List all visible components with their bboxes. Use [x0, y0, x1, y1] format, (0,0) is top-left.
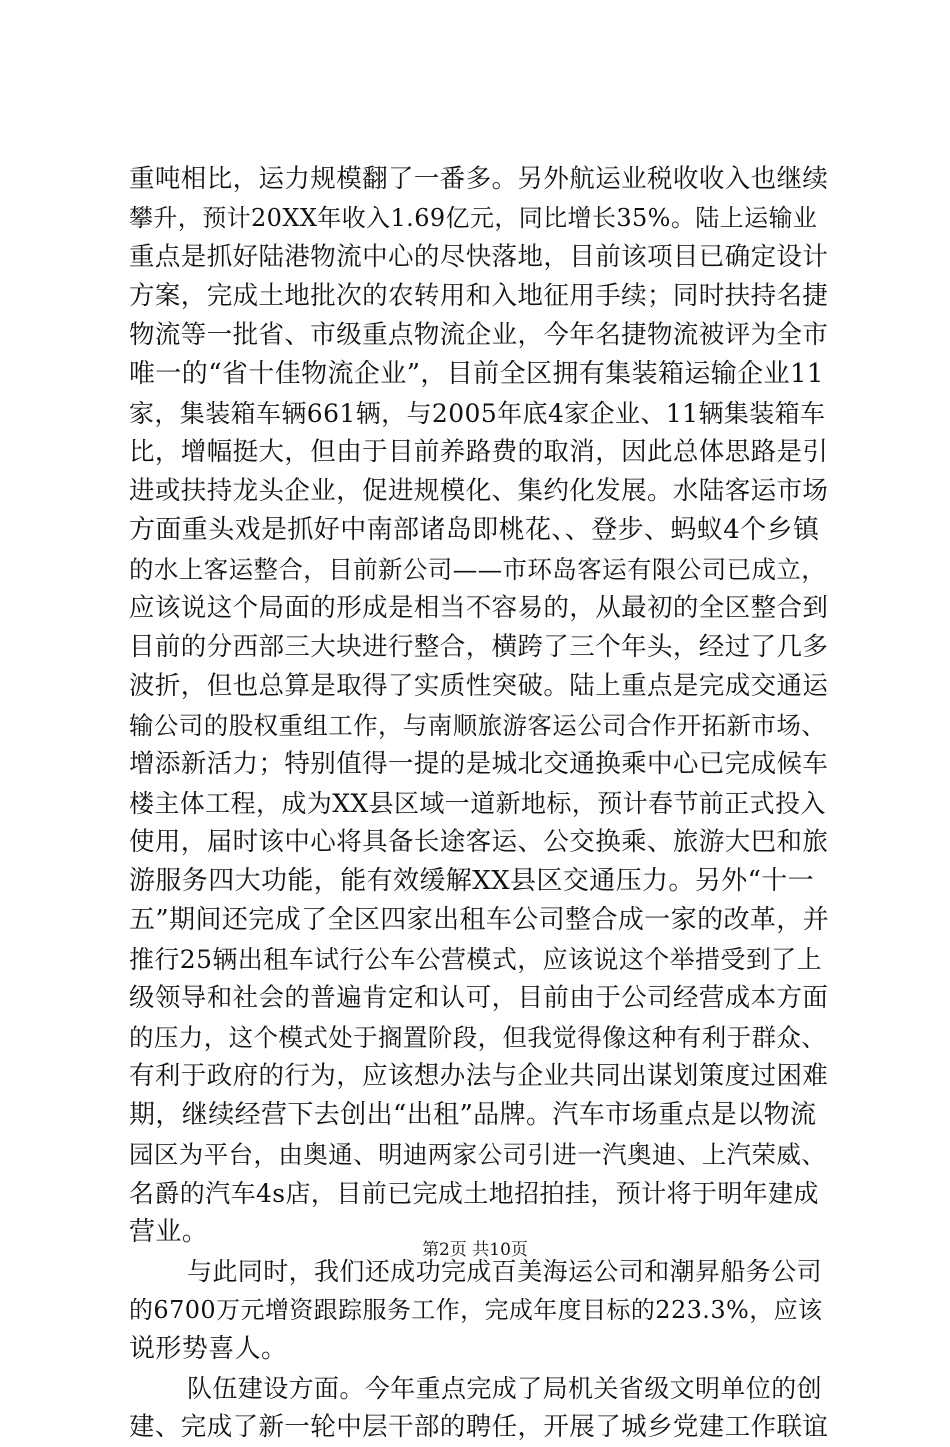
text-line: 波折，但也总算是取得了实质性突破。陆上重点是完成交通运 [129, 671, 829, 701]
text-line: 使用，届时该中心将具备长途客运、公交换乘、旅游大巴和旅 [129, 827, 829, 857]
text-line: 比，增幅挺大，但由于目前养路费的取消，因此总体思路是引 [129, 437, 829, 467]
text-line: 名爵的汽车4s店，目前已完成土地招拍挂，预计将于明年建成 [129, 1179, 819, 1208]
text-line: 园区为平台，由奥通、明迪两家公司引进一汽奥迪、上汽荣威、 [129, 1140, 827, 1169]
text-line: 物流等一批省、市级重点物流企业，今年名捷物流被评为全市 [129, 320, 829, 350]
text-line: 唯一的“省十佳物流企业”，目前全区拥有集装箱运输企业11 [129, 359, 824, 389]
text-line: 五”期间还完成了全区四家出租车公司整合成一家的改革，并 [129, 905, 830, 935]
text-line: 目前的分西部三大块进行整合，横跨了三个年头，经过了几多 [129, 632, 829, 662]
text-line: 楼主体工程，成为XX县区域一道新地标，预计春节前正式投入 [129, 789, 826, 818]
text-line: 有利于政府的行为，应该想办法与企业共同出谋划策度过困难 [129, 1061, 829, 1091]
text-line: 重点是抓好陆港物流中心的尽快落地，目前该项目已确定设计 [129, 242, 829, 272]
text-line: 的6700万元增资跟踪服务工作，完成年度目标的223.3%，应该 [129, 1296, 823, 1324]
text-line: 重吨相比，运力规模翻了一番多。另外航运业税收收入也继续 [129, 164, 829, 194]
text-line: 建、完成了新一轮中层干部的聘任，开展了城乡党建工作联谊 [129, 1412, 829, 1442]
text-line: 队伍建设方面。今年重点完成了局机关省级文明单位的创 [187, 1374, 823, 1403]
text-line: 推行25辆出租车试行公车公营模式，应该说这个举措受到了上 [129, 945, 823, 974]
text-line: 营业。 [129, 1217, 209, 1247]
text-line: 与此同时，我们还成功完成百美海运公司和潮昇船务公司 [187, 1257, 823, 1286]
text-line: 的水上客运整合，目前新公司——市环岛客运有限公司已成立， [129, 555, 827, 584]
text-line: 增添新活力；特别值得一提的是城北交通换乘中心已完成候车 [129, 749, 829, 779]
text-line: 的压力，这个模式处于搁置阶段，但我觉得像这种有利于群众、 [129, 1023, 827, 1052]
text-line: 应该说这个局面的形成是相当不容易的，从最初的全区整合到 [129, 593, 829, 623]
text-line: 攀升，预计20XX年收入1.69亿元，同比增长35%。陆上运输业 [129, 204, 818, 232]
text-line: 方案，完成土地批次的农转用和入地征用手续；同时扶持名捷 [129, 281, 829, 311]
text-line: 方面重头戏是抓好中南部诸岛即桃花、、登步、蚂蚁4个乡镇 [129, 515, 820, 545]
text-line: 级领导和社会的普遍肯定和认可，目前由于公司经营成本方面 [129, 983, 829, 1013]
text-line: 说形势喜人。 [129, 1334, 288, 1364]
text-line: 进或扶持龙头企业，促进规模化、集约化发展。水陆客运市场 [129, 476, 829, 506]
page-footer: 第2页 共10页 [422, 1240, 528, 1260]
text-line: 家，集装箱车辆661辆，与2005年底4家企业、11辆集装箱车 [129, 399, 826, 428]
text-line: 输公司的股权重组工作，与南顺旅游客运公司合作开拓新市场、 [129, 711, 827, 740]
text-line: 期，继续经营下去创出“出租”品牌。汽车市场重点是以物流 [129, 1100, 817, 1130]
text-line: 游服务四大功能，能有效缓解XX县区交通压力。另外“十一 [129, 866, 815, 896]
